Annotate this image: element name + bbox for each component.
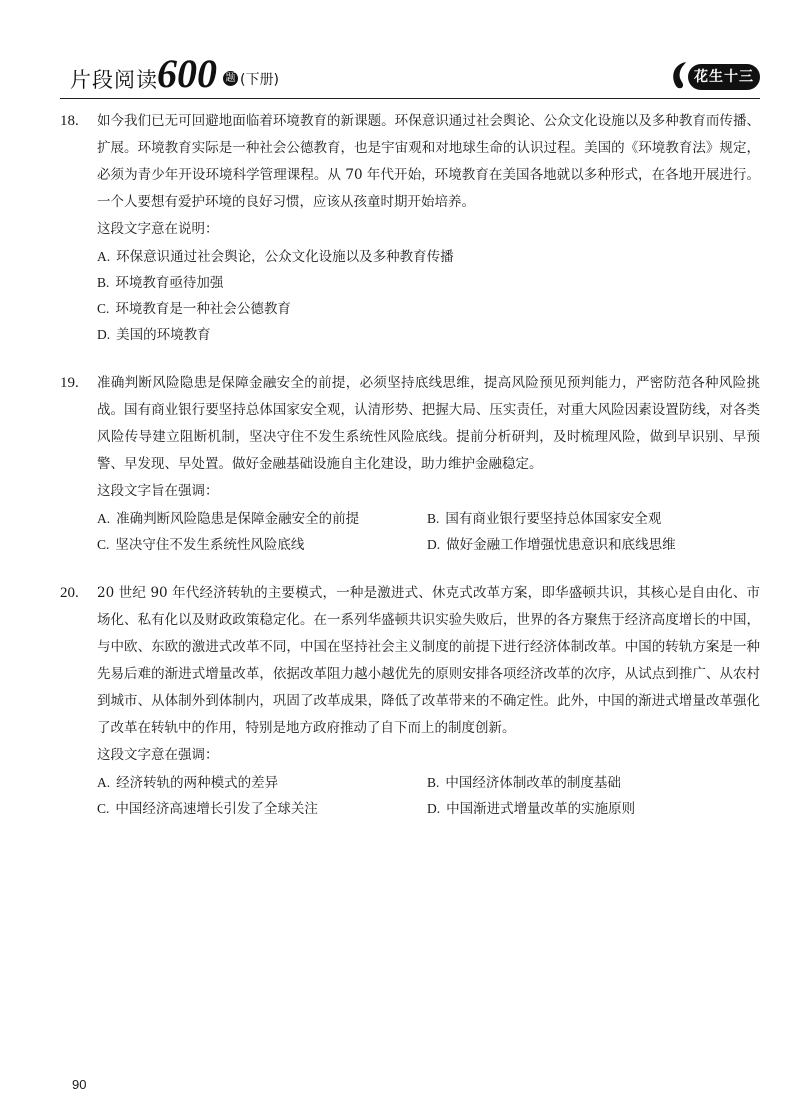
question-20 — [60, 580, 760, 822]
option-list — [97, 506, 760, 558]
question-number: 19. — [60, 375, 79, 391]
question-18 — [60, 108, 760, 348]
option-c: C. 坚决守住不发生系统性风险底线 — [97, 537, 305, 553]
question-prompt: 这段文字意在强调： — [97, 747, 219, 763]
option-d: D. 做好金融工作增强忧患意识和底线思维 — [427, 537, 676, 553]
question-prompt: 这段文字旨在强调： — [97, 483, 219, 499]
option-d: D. 中国渐进式增量改革的实施原则 — [427, 801, 636, 817]
option-a: A. 准确判断风险隐患是保障金融安全的前提 — [97, 511, 360, 527]
book-title: 片段阅读 — [70, 68, 158, 92]
option-c: C. 环境教育是一种社会公德教育 — [97, 301, 291, 317]
option-list — [97, 244, 760, 348]
option-a: A. 经济转轨的两种模式的差异 — [97, 775, 279, 791]
option-c: C. 中国经济高速增长引发了全球关注 — [97, 801, 318, 817]
question-stem: 准确判断风险隐患是保障金融安全的前提，必须坚持底线思维，提高风险预见预判能力，严密防范各种风险挑战。国有商业银行要坚持总体国家安全观，认清形势、把握大局、压实责任，对重大风险因素设置防线，对各类风险传导建立阻断机制，坚决守住不发生系统性风险底线。提前分析研判，及时梳理风险，做到早识别、早预警、早发现、早处置。做好金融基础设施自主化建设，助力维护金融稳定。 — [97, 375, 760, 472]
option-b: B. 中国经济体制改革的制度基础 — [427, 775, 621, 791]
publisher-logo — [664, 58, 760, 92]
option-b: B. 国有商业银行要坚持总体国家安全观 — [427, 511, 662, 527]
option-list — [97, 770, 760, 822]
question-prompt: 这段文字意在说明： — [97, 221, 219, 237]
book-title-badge: 题 — [223, 71, 238, 86]
book-volume: (下册) — [240, 72, 279, 88]
option-b: B. 环境教育亟待加强 — [97, 275, 224, 291]
book-title-number: 600 — [157, 51, 217, 96]
question-19 — [60, 370, 760, 558]
logo-text: 花生十三 — [688, 64, 760, 90]
page-header — [60, 52, 760, 99]
question-stem: 20 世纪 90 年代经济转轨的主要模式，一种是激进式、休克式改革方案，即华盛顿共识，其核心是自由化、市场化、私有化以及财政政策稳定化。在一系列华盛顿共识实验失败后，世界的各方聚焦于经济高度增长的中国，与中欧、东欧的激进式改革不同，中国在坚持社会主义制度的前提下进行经济体制改革。中国的转轨方案是一种先易后难的渐进式增量改革，依据改革阻力越小越优先的原则安排各项经济改革的次序，从试点到推广、从农村到城市、从体制外到体制内，巩固了改革成果，降低了改革带来的不确定性。此外，中国的渐进式增量改革强化了改革在转轨中的作用，特别是地方政府推动了自下而上的制度创新。 — [97, 585, 760, 736]
option-d: D. 美国的环境教育 — [97, 327, 211, 343]
question-number: 18. — [60, 113, 79, 129]
question-list — [60, 108, 760, 844]
question-number: 20. — [60, 585, 79, 601]
question-stem: 如今我们已无可回避地面临着环境教育的新课题。环保意识通过社会舆论、公众文化设施以及多种教育而传播、扩展。环境教育实际是一种社会公德教育，也是宇宙观和对地球生命的认识过程。美国的《环境教育法》规定，必须为青少年开设环境科学管理课程。从 70 年代开始，环境教育在美国各地就以多种形式，在各地开展进行。一个人要想有爱护环境的良好习惯，应该从孩童时期开始培养。 — [97, 113, 760, 210]
option-a: A. 环保意识通过社会舆论，公众文化设施以及多种教育传播 — [97, 249, 454, 265]
page-number: 90 — [72, 1077, 87, 1092]
